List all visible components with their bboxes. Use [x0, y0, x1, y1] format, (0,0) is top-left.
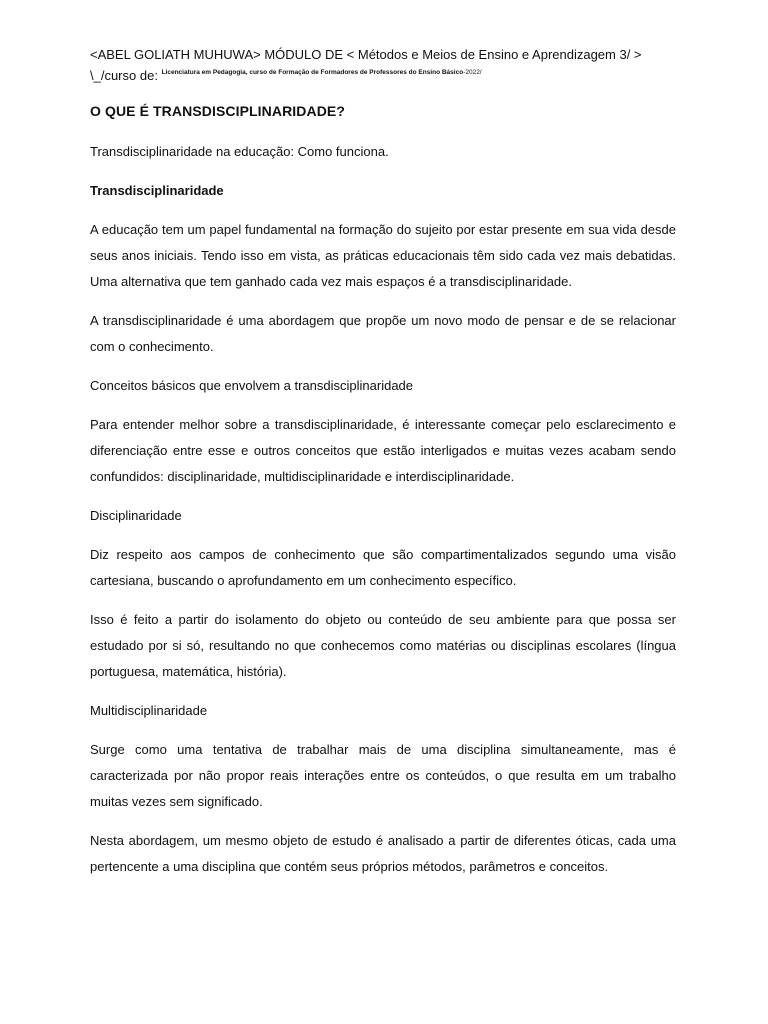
paragraph-abordagem: A transdisciplinaridade é uma abordagem que propõe um novo modo de pensar e de se relacionar com o conhecimento. [90, 313, 676, 354]
paragraph-surge: Surge como uma tentativa de trabalhar mais de uma disciplina simultaneamente, mas é caracterizada por não propor reais interações entre os conteúdos, o que resulta em um trabalho muitas vezes sem significado. [90, 742, 676, 809]
paragraph-intro: Transdisciplinaridade na educação: Como funciona. [90, 144, 389, 159]
document-title: O QUE É TRANSDISCIPLINARIDADE? [90, 103, 346, 119]
section-heading-transdisciplinaridade: Transdisciplinaridade [90, 183, 224, 198]
document-header [90, 46, 676, 85]
section-heading-multidisciplinaridade: Multidisciplinaridade [90, 703, 208, 718]
section-heading-disciplinaridade: Disciplinaridade [90, 508, 182, 523]
header-year: -2022/ [463, 69, 482, 76]
paragraph-isolamento: Isso é feito a partir do isolamento do objeto ou conteúdo de seu ambiente para que possa ser estudado por si só, resultando no que conhecemos como matérias ou disciplinas escolares (língua portuguesa, matemática, história). [90, 612, 676, 679]
paragraph-educacao: A educação tem um papel fundamental na formação do sujeito por estar presente em sua vida desde seus anos iniciais. Tendo isso em vista, as práticas educacionais têm sido cada vez mais debatidas. Uma alternativa que tem ganhado cada vez mais espaços é a transdisciplinaridade. [90, 222, 676, 289]
header-course [162, 69, 482, 76]
paragraph-diz-respeito: Diz respeito aos campos de conhecimento que são compartimentalizados segundo uma visão cartesiana, buscando o aprofundamento em um conhecimento específico. [90, 547, 676, 588]
header-course-name: Licenciatura em Pedagogia, curso de Formação de Formadores de Professores do Ensino Básico [161, 69, 464, 76]
section-heading-conceitos: Conceitos básicos que envolvem a transdisciplinaridade [90, 378, 414, 393]
paragraph-nesta-abordagem: Nesta abordagem, um mesmo objeto de estudo é analisado a partir de diferentes óticas, cada uma pertencente a uma disciplina que contém seus próprios métodos, parâmetros e conceitos. [90, 833, 676, 874]
paragraph-entender: Para entender melhor sobre a transdisciplinaridade, é interessante começar pelo esclarecimento e diferenciação entre esse e outros conceitos que estão interligados e muitas vezes acabam sendo confundidos: disciplinaridade, multidisciplinaridade e interdisciplinaridade. [90, 417, 676, 484]
header-line: <ABEL GOLIATH MUHUWA> MÓDULO DE < Métodos e Meios de Ensino e Aprendizagem 3/ > \_/curso de: [90, 47, 642, 83]
